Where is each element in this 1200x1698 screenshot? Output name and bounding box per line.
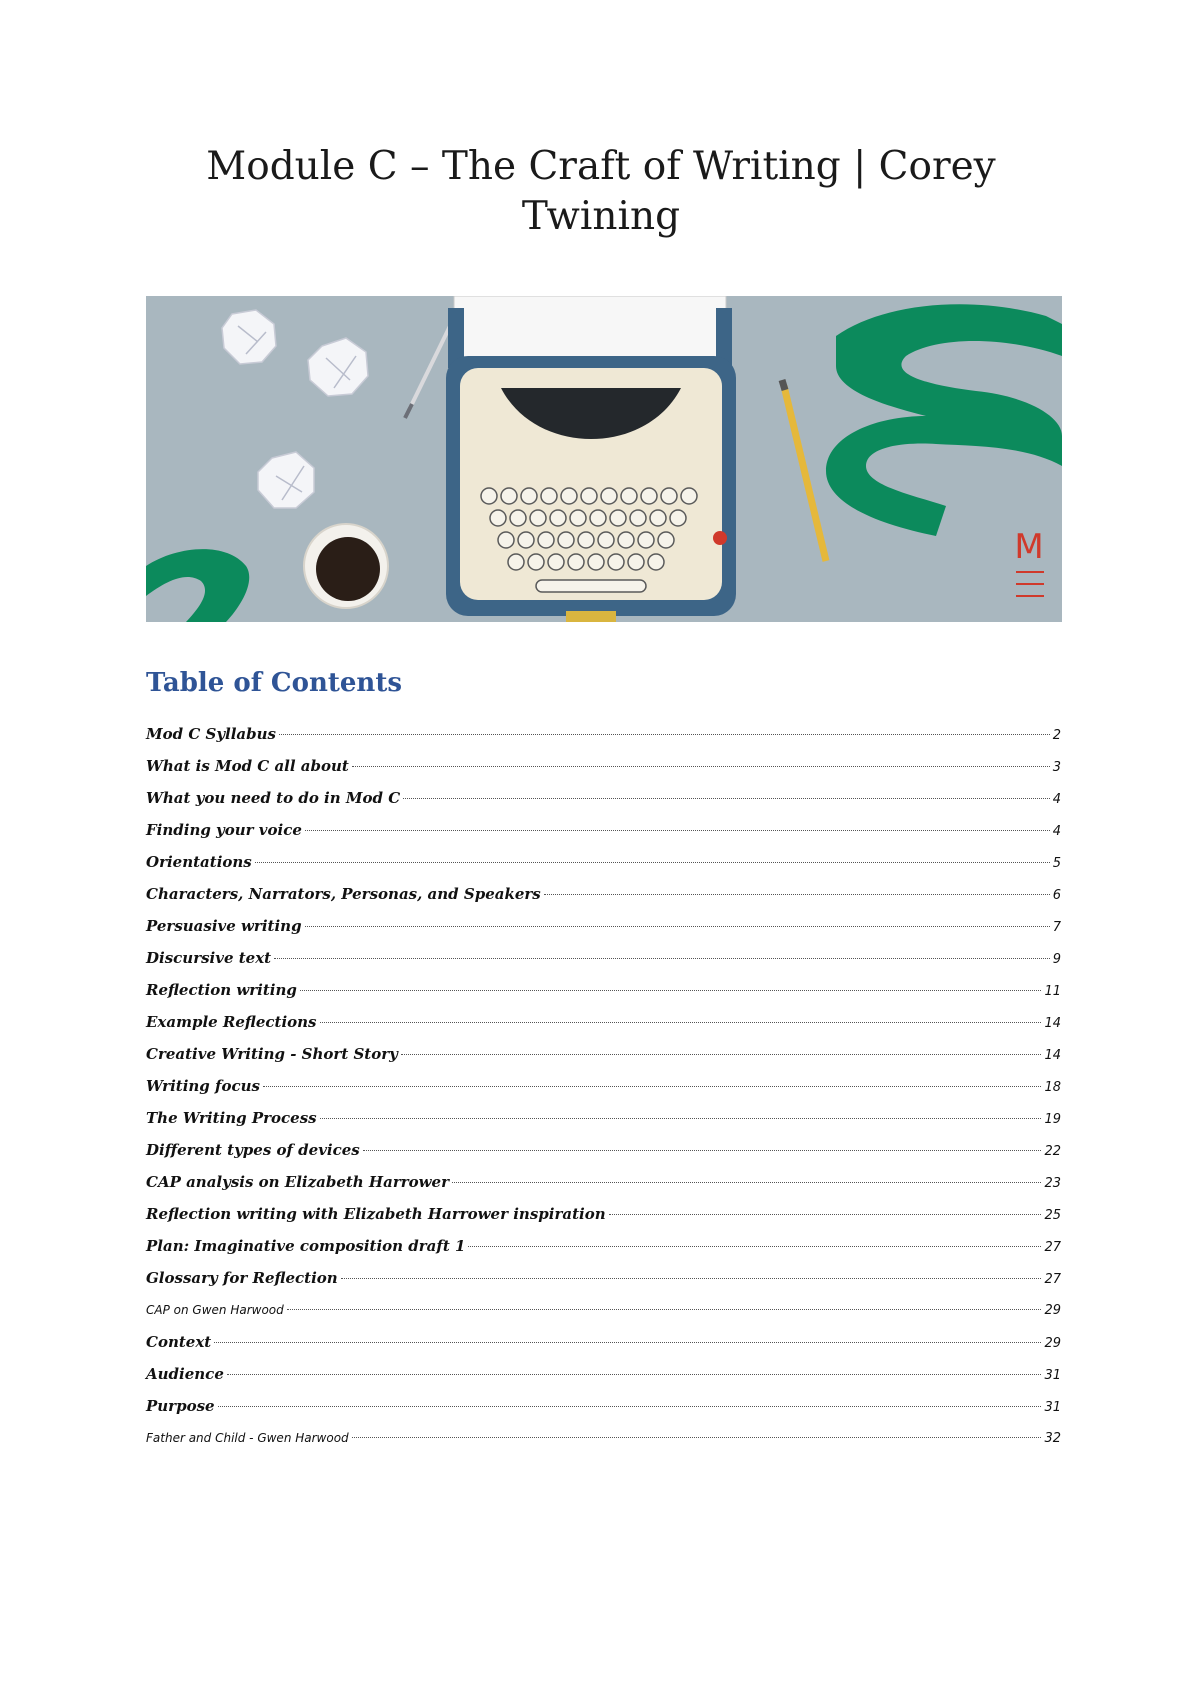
toc-dot-leader (214, 1342, 1041, 1343)
toc-entry-page-number[interactable]: 18 (1044, 1080, 1061, 1095)
toc-entry-label[interactable]: Purpose (146, 1397, 215, 1415)
toc-entry-page-number[interactable]: 14 (1044, 1048, 1061, 1063)
toc-dot-leader (274, 958, 1050, 959)
banner-image (146, 296, 1062, 622)
toc-entry[interactable] (146, 1102, 1061, 1134)
toc-entry-label[interactable]: Context (146, 1333, 212, 1351)
toc-entry-page-number[interactable]: 5 (1052, 856, 1061, 871)
toc-dot-leader (305, 830, 1050, 831)
toc-entry-page-number[interactable]: 11 (1044, 984, 1061, 999)
toc-entry-page-number[interactable]: 27 (1044, 1272, 1061, 1287)
toc-dot-leader (287, 1309, 1042, 1310)
toc-entry[interactable] (146, 1230, 1061, 1262)
toc-entry[interactable] (146, 1006, 1061, 1038)
toc-dot-leader (305, 926, 1050, 927)
toc-dot-leader (352, 766, 1050, 767)
toc-entry-label[interactable]: Mod C Syllabus (146, 725, 276, 743)
toc-entry[interactable] (146, 718, 1061, 750)
toc-entry-page-number[interactable]: 3 (1052, 760, 1061, 775)
toc-dot-leader (468, 1246, 1041, 1247)
toc-entry-page-number[interactable]: 4 (1052, 824, 1061, 839)
table-of-contents (146, 718, 1061, 1454)
toc-entry[interactable] (146, 1326, 1061, 1358)
toc-dot-leader (352, 1437, 1042, 1438)
toc-entry[interactable] (146, 750, 1061, 782)
toc-entry-page-number[interactable]: 23 (1044, 1176, 1061, 1191)
toc-entry-page-number[interactable]: 6 (1052, 888, 1061, 903)
toc-entry-label[interactable]: Discursive text (146, 949, 272, 967)
toc-entry-page-number[interactable]: 9 (1052, 952, 1061, 967)
toc-entry-label[interactable]: Father and Child - Gwen Harwood (146, 1431, 349, 1445)
toc-entry-page-number[interactable]: 31 (1044, 1400, 1061, 1415)
toc-dot-leader (401, 1054, 1042, 1055)
toc-entry-page-number[interactable]: 32 (1044, 1431, 1061, 1446)
toc-entry-page-number[interactable]: 29 (1044, 1303, 1061, 1318)
toc-entry-label[interactable]: Creative Writing - Short Story (146, 1045, 398, 1063)
toc-dot-leader (227, 1374, 1042, 1375)
toc-dot-leader (341, 1278, 1042, 1279)
toc-entry[interactable] (146, 974, 1061, 1006)
toc-entry-label[interactable]: Audience (146, 1365, 224, 1383)
toc-entry[interactable] (146, 814, 1061, 846)
toc-entry[interactable] (146, 1358, 1061, 1390)
toc-entry[interactable] (146, 1294, 1061, 1326)
toc-entry-page-number[interactable]: 19 (1044, 1112, 1061, 1127)
toc-entry-label[interactable]: CAP analysis on Elizabeth Harrower (146, 1173, 449, 1191)
toc-entry-label[interactable]: Plan: Imaginative composition draft 1 (146, 1237, 466, 1255)
toc-dot-leader (255, 862, 1050, 863)
toc-entry[interactable] (146, 1262, 1061, 1294)
toc-dot-leader (279, 734, 1050, 735)
toc-entry-page-number[interactable]: 7 (1052, 920, 1061, 935)
toc-entry-page-number[interactable]: 25 (1044, 1208, 1061, 1223)
toc-entry-label[interactable]: Example Reflections (146, 1013, 317, 1031)
toc-dot-leader (320, 1022, 1042, 1023)
toc-dot-leader (363, 1150, 1042, 1151)
toc-entry-label[interactable]: What you need to do in Mod C (146, 789, 401, 807)
toc-entry-label[interactable]: Writing focus (146, 1077, 260, 1095)
toc-dot-leader (300, 990, 1042, 991)
toc-entry-label[interactable]: Orientations (146, 853, 252, 871)
toc-entry[interactable] (146, 782, 1061, 814)
toc-heading: Table of Contents (146, 668, 402, 698)
toc-entry-page-number[interactable]: 27 (1044, 1240, 1061, 1255)
toc-entry-label[interactable]: What is Mod C all about (146, 757, 349, 775)
toc-entry-label[interactable]: Glossary for Reflection (146, 1269, 338, 1287)
toc-entry[interactable] (146, 1166, 1061, 1198)
coffee-cup-icon (304, 524, 388, 608)
toc-entry-page-number[interactable]: 2 (1052, 728, 1061, 743)
toc-entry-label[interactable]: Characters, Narrators, Personas, and Speakers (146, 885, 541, 903)
toc-entry-label[interactable]: CAP on Gwen Harwood (146, 1303, 284, 1317)
toc-dot-leader (609, 1214, 1042, 1215)
toc-entry[interactable] (146, 910, 1061, 942)
toc-entry-label[interactable]: The Writing Process (146, 1109, 317, 1127)
toc-entry-page-number[interactable]: 22 (1044, 1144, 1061, 1159)
toc-entry-label[interactable]: Finding your voice (146, 821, 302, 839)
toc-entry[interactable] (146, 1038, 1061, 1070)
toc-entry[interactable] (146, 1422, 1061, 1454)
toc-entry[interactable] (146, 1198, 1061, 1230)
toc-entry[interactable] (146, 878, 1061, 910)
toc-entry[interactable] (146, 942, 1061, 974)
svg-text:M: M (1014, 527, 1044, 567)
toc-entry-label[interactable]: Reflection writing (146, 981, 297, 999)
toc-dot-leader (544, 894, 1050, 895)
toc-dot-leader (263, 1086, 1041, 1087)
document-title: Module C – The Craft of Writing | Corey Twining (206, 144, 996, 239)
toc-entry[interactable] (146, 1390, 1061, 1422)
toc-entry-page-number[interactable]: 31 (1044, 1368, 1061, 1383)
toc-dot-leader (218, 1406, 1042, 1407)
toc-entry[interactable] (146, 846, 1061, 878)
toc-entry-page-number[interactable]: 29 (1044, 1336, 1061, 1351)
typewriter-icon (446, 296, 736, 622)
toc-entry-label[interactable]: Reflection writing with Elizabeth Harrower inspiration (146, 1205, 606, 1223)
toc-entry-page-number[interactable]: 4 (1052, 792, 1061, 807)
toc-dot-leader (320, 1118, 1042, 1119)
toc-entry-label[interactable]: Persuasive writing (146, 917, 302, 935)
toc-dot-leader (452, 1182, 1041, 1183)
toc-dot-leader (403, 798, 1050, 799)
toc-entry-label[interactable]: Different types of devices (146, 1141, 360, 1159)
toc-entry[interactable] (146, 1070, 1061, 1102)
toc-entry[interactable] (146, 1134, 1061, 1166)
toc-entry-page-number[interactable]: 14 (1044, 1016, 1061, 1031)
